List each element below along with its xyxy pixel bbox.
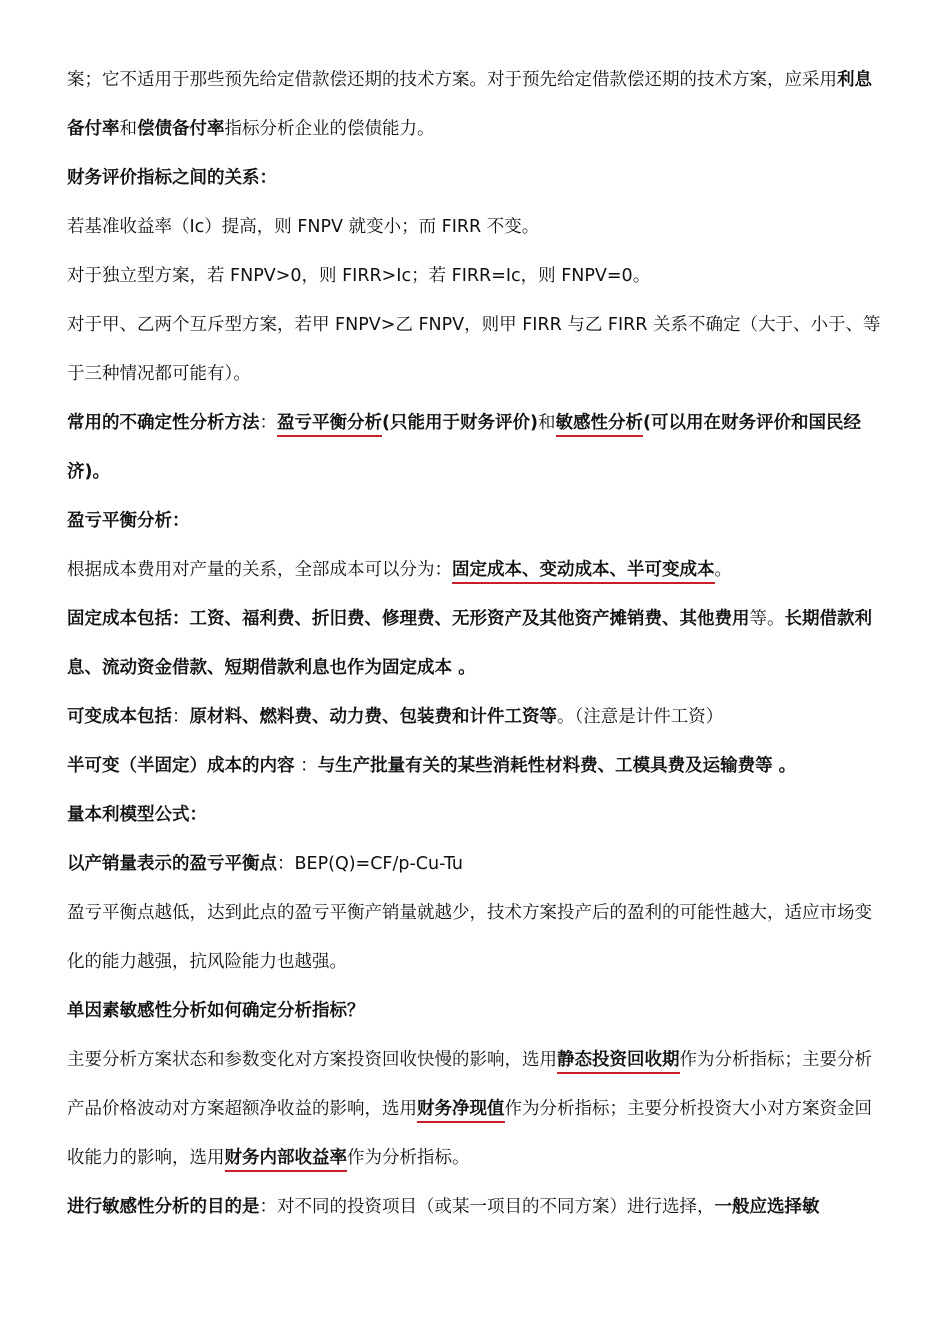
term-interest-coverage-ratio: 利息备付率 — [67, 70, 872, 139]
paragraph-semi-variable-cost — [67, 742, 887, 791]
term-debt-service-coverage-ratio: 偿债备付率 — [137, 119, 225, 139]
text-segment: 案；它不适用于那些预先给定借款偿还期的技术方案。对于预先给定借款偿还期的技术方案，应采用 — [67, 70, 837, 90]
paragraph-mutually-exclusive — [67, 301, 887, 399]
paragraph-fixed-cost — [67, 595, 887, 693]
paragraph-sensitivity-purpose — [67, 1183, 887, 1232]
note-financial-only: (只能用于财务评价) — [382, 413, 538, 433]
text-segment: 盈亏平衡点越低，达到此点的盈亏平衡产销量就越少，技术方案投产后的盈利的可能性越大，适应市场变化的能力越强，抗风险能力也越强。 — [67, 903, 872, 972]
text-segment: 。（注意是计件工资） — [557, 707, 724, 727]
heading-text: 财务评价指标之间的关系： — [67, 168, 277, 188]
term-semi-variable-cost: 半可变（半固定）成本的内容 — [67, 756, 295, 776]
text-segment: ： — [259, 413, 277, 433]
heading-text: 单因素敏感性分析如何确定分析指标？ — [67, 1001, 365, 1021]
paragraph-debt-capacity — [67, 56, 887, 154]
note-both-evaluations: (可以用在财务评价和国民经济)。 — [67, 413, 861, 482]
paragraph-ic-increase — [67, 203, 887, 252]
text-segment: ：对不同的投资项目（或某一项目的不同方案）进行选择， — [259, 1197, 715, 1217]
heading-cvp-formula — [67, 791, 887, 840]
heading-text: 量本利模型公式： — [67, 805, 207, 825]
underlined-term-cost-types: 固定成本、变动成本、半可变成本 — [452, 560, 715, 584]
paragraph-bep-interpretation — [67, 889, 887, 987]
text-segment: 主要分析方案状态和参数变化对方案投资回收快慢的影响，选用 — [67, 1050, 557, 1070]
heading-single-factor-sensitivity — [67, 987, 887, 1036]
text-segment: 对于甲、乙两个互斥型方案，若甲 FNPV>乙 FNPV，则甲 FIRR 与乙 FIRR 关系不确定（大于、小于、等于三种情况都可能有）。 — [67, 315, 881, 384]
term-variable-cost-items: 原材料、燃料费、动力费、包装费和计件工资等 — [189, 707, 557, 727]
paragraph-bep-formula — [67, 840, 887, 889]
paragraph-variable-cost — [67, 693, 887, 742]
text-segment: 。 — [714, 560, 732, 580]
term-uncertainty-methods: 常用的不确定性分析方法 — [67, 413, 260, 433]
paragraph-cost-classification — [67, 546, 887, 595]
text-segment: 作为分析指标；主要分析产品价格波动对方案超额净收益的影响，选用 — [67, 1050, 872, 1119]
term-semi-variable-items: 与生产批量有关的某些消耗性材料费、工模具费及运输费等 。 — [317, 756, 797, 776]
term-bep-quantity: 以产销量表示的盈亏平衡点 — [67, 854, 277, 874]
term-fixed-cost-interest: 长期借款利息、流动资金借款、短期借款利息也作为固定成本 。 — [67, 609, 872, 678]
underlined-term-breakeven: 盈亏平衡分析 — [277, 413, 382, 437]
underlined-term-firr: 财务内部收益率 — [225, 1148, 348, 1172]
text-segment: 和 — [538, 413, 556, 433]
paragraph-uncertainty-methods — [67, 399, 887, 497]
heading-indicator-relations — [67, 154, 887, 203]
term-sensitivity-purpose: 进行敏感性分析的目的是 — [67, 1197, 260, 1217]
text-segment: 根据成本费用对产量的关系，全部成本可以分为： — [67, 560, 452, 580]
heading-breakeven-analysis — [67, 497, 887, 546]
text-segment: 对于独立型方案，若 FNPV>0，则 FIRR>Ic；若 FIRR=Ic，则 FNPV=0。 — [67, 266, 651, 286]
underlined-term-static-payback: 静态投资回收期 — [557, 1050, 680, 1074]
underlined-term-sensitivity: 敏感性分析 — [556, 413, 644, 437]
text-segment: 指标分析企业的偿债能力。 — [224, 119, 435, 139]
text-segment: 等。 — [749, 609, 785, 629]
text-segment: ： — [172, 707, 190, 727]
text-segment: ： — [294, 756, 318, 776]
text-segment: 和 — [119, 119, 137, 139]
term-variable-cost: 可变成本包括 — [67, 707, 172, 727]
text-segment: 作为分析指标。 — [347, 1148, 470, 1168]
text-segment: 若基准收益率（Ic）提高，则 FNPV 就变小；而 FIRR 不变。 — [67, 217, 540, 237]
term-selection-rule: 一般应选择敏 — [714, 1197, 820, 1217]
underlined-term-fnpv: 财务净现值 — [417, 1099, 505, 1123]
heading-text: 盈亏平衡分析： — [67, 511, 190, 531]
paragraph-sensitivity-indicators — [67, 1036, 887, 1183]
formula-text: ：BEP(Q)=CF/p-Cu-Tu — [277, 854, 463, 874]
term-fixed-cost-items: 固定成本包括：工资、福利费、折旧费、修理费、无形资产及其他资产摊销费、其他费用 — [67, 609, 750, 629]
text-segment: 作为分析指标；主要分析投资大小对方案资金回收能力的影响，选用 — [67, 1099, 872, 1168]
paragraph-independent-scheme — [67, 252, 887, 301]
